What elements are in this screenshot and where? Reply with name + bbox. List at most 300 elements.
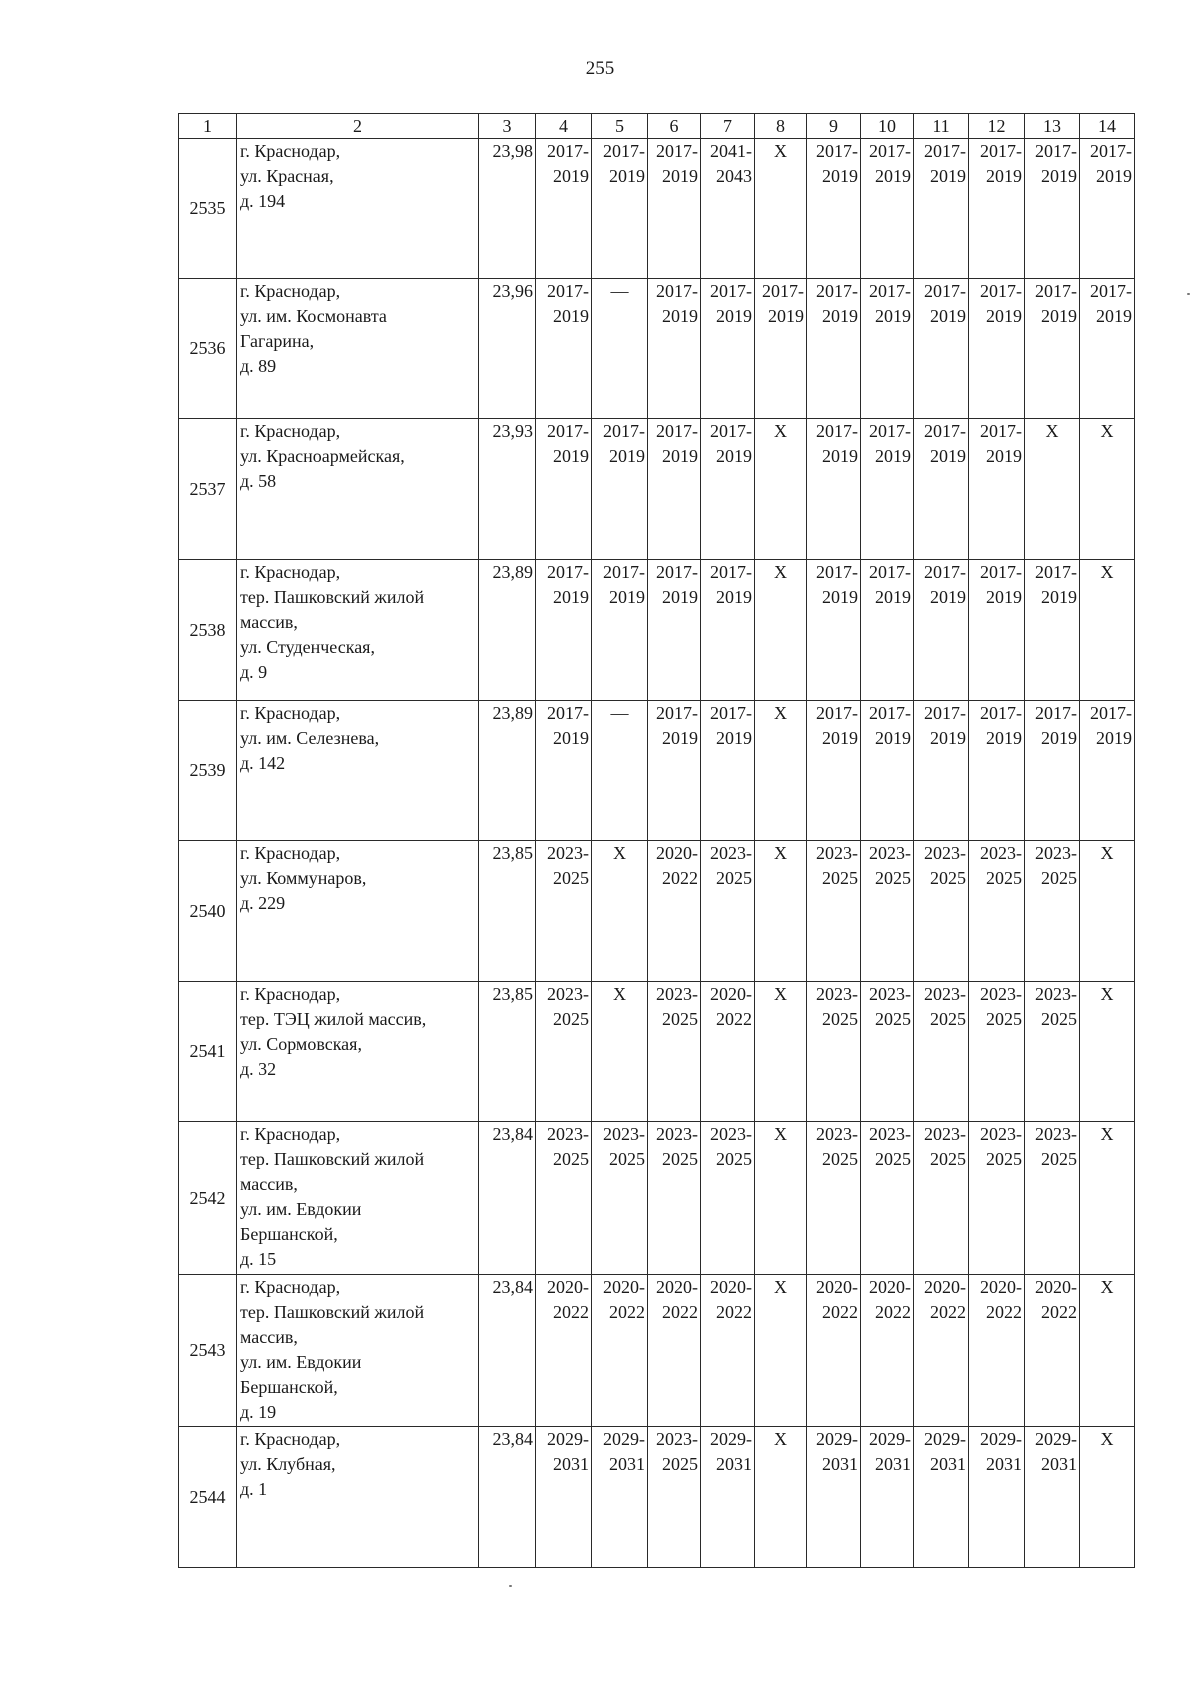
cell-text: 2017- 2019 <box>656 141 698 186</box>
row-number: 2539 <box>179 701 237 841</box>
column-header: 4 <box>536 114 592 139</box>
column-header: 11 <box>914 114 969 139</box>
cell-text: Х <box>774 421 787 441</box>
period-cell <box>1025 1275 1080 1427</box>
cell-text: — <box>610 703 629 723</box>
cell-text: 2017- 2019 <box>924 562 966 607</box>
address-line: тер. ТЭЦ жилой массив, <box>240 1009 427 1029</box>
mark-cell <box>1080 1427 1135 1568</box>
period-cell <box>592 1427 648 1568</box>
period-cell <box>1080 701 1135 841</box>
cell-text: 2023- 2025 <box>656 1429 698 1474</box>
cell-text: 2023- 2025 <box>816 984 858 1029</box>
period-cell <box>1025 1122 1080 1275</box>
period-cell <box>592 560 648 701</box>
period-cell <box>807 560 861 701</box>
address-line: массив, <box>240 1174 298 1194</box>
period-cell <box>1080 279 1135 419</box>
period-cell <box>1025 982 1080 1122</box>
mark-cell <box>755 1427 807 1568</box>
cell-text: Х <box>774 843 787 863</box>
value-cell: 23,89 <box>479 701 536 841</box>
cell-text: 2023- 2025 <box>980 984 1022 1029</box>
period-cell <box>861 279 914 419</box>
period-cell <box>536 419 592 560</box>
cell-text: 2041- 2043 <box>710 141 752 186</box>
cell-text: 2020- 2022 <box>710 1277 752 1322</box>
address-cell <box>237 982 479 1122</box>
period-cell <box>536 841 592 982</box>
address-line: д. 9 <box>240 662 268 682</box>
mark-cell <box>1080 982 1135 1122</box>
period-cell <box>807 841 861 982</box>
cell-text: 2017- 2019 <box>1035 562 1077 607</box>
cell-text: 2017- 2019 <box>980 141 1022 186</box>
cell-text: 2029- 2031 <box>869 1429 911 1474</box>
cell-text: 2020- 2022 <box>980 1277 1022 1322</box>
address-line: г. Краснодар, <box>240 1429 341 1449</box>
period-cell <box>861 419 914 560</box>
period-cell <box>1025 841 1080 982</box>
cell-text: 2017- 2019 <box>656 421 698 466</box>
address-line: ул. Красноармейская, <box>240 446 405 466</box>
value-cell: 23,98 <box>479 139 536 279</box>
table-row <box>179 701 1135 841</box>
cell-text: 2017- 2019 <box>816 421 858 466</box>
column-header: 1 <box>179 114 237 139</box>
cell-text: Х <box>774 984 787 1004</box>
address-line: ул. им. Евдокии <box>240 1199 362 1219</box>
period-cell <box>807 982 861 1122</box>
cell-text: 2023- 2025 <box>656 1124 698 1169</box>
mark-cell <box>1080 841 1135 982</box>
period-cell <box>536 139 592 279</box>
address-line: д. 194 <box>240 191 286 211</box>
period-cell <box>536 279 592 419</box>
cell-text: Х <box>774 1124 787 1144</box>
period-cell <box>914 841 969 982</box>
mark-cell <box>592 701 648 841</box>
cell-text: 2023- 2025 <box>869 1124 911 1169</box>
period-cell <box>861 841 914 982</box>
column-header: 8 <box>755 114 807 139</box>
table-row <box>179 1122 1135 1275</box>
cell-text: 2020- 2022 <box>603 1277 645 1322</box>
address-line: ул. Сормовская, <box>240 1034 362 1054</box>
period-cell <box>969 1275 1025 1427</box>
row-number: 2541 <box>179 982 237 1122</box>
table-row <box>179 279 1135 419</box>
period-cell <box>701 701 755 841</box>
row-number: 2543 <box>179 1275 237 1427</box>
cell-text: 2017- 2019 <box>1090 281 1132 326</box>
address-line: д. 142 <box>240 753 286 773</box>
address-cell <box>237 139 479 279</box>
cell-text: 2017- 2019 <box>980 562 1022 607</box>
address-line: г. Краснодар, <box>240 562 341 582</box>
cell-text: 2029- 2031 <box>547 1429 589 1474</box>
cell-text: 2023- 2025 <box>924 843 966 888</box>
cell-text: 2020- 2022 <box>656 1277 698 1322</box>
cell-text: 2017- 2019 <box>710 421 752 466</box>
period-cell <box>592 419 648 560</box>
cell-text: 2017- 2019 <box>924 281 966 326</box>
cell-text: Х <box>1100 1429 1114 1449</box>
period-cell <box>701 279 755 419</box>
table-row <box>179 982 1135 1122</box>
cell-text: 2023- 2025 <box>1035 843 1077 888</box>
column-header: 14 <box>1080 114 1135 139</box>
cell-text: 2017- 2019 <box>547 281 589 326</box>
mark-cell <box>755 841 807 982</box>
period-cell <box>914 1275 969 1427</box>
cell-text: 2023- 2025 <box>710 1124 752 1169</box>
cell-text: 2023- 2025 <box>924 1124 966 1169</box>
period-cell <box>969 982 1025 1122</box>
cell-text: 2017- 2019 <box>980 421 1022 466</box>
mark-cell <box>755 982 807 1122</box>
cell-text: 2017- 2019 <box>924 141 966 186</box>
cell-text: Х <box>774 1429 787 1449</box>
cell-text: 2017- 2019 <box>1035 141 1077 186</box>
address-line: ул. им. Евдокии <box>240 1352 362 1372</box>
cell-text: Х <box>774 1277 787 1297</box>
period-cell <box>648 1427 701 1568</box>
period-cell <box>648 560 701 701</box>
period-cell <box>807 1427 861 1568</box>
address-line: г. Краснодар, <box>240 984 341 1004</box>
address-line: г. Краснодар, <box>240 1277 341 1297</box>
period-cell <box>648 279 701 419</box>
period-cell <box>861 701 914 841</box>
row-number: 2535 <box>179 139 237 279</box>
mark-cell <box>1080 1275 1135 1427</box>
address-line: ул. Коммунаров, <box>240 868 367 888</box>
cell-text: 2023- 2025 <box>1035 984 1077 1029</box>
table-row <box>179 419 1135 560</box>
cell-text: 2017- 2019 <box>710 562 752 607</box>
cell-text: 2017- 2019 <box>547 562 589 607</box>
address-cell <box>237 1427 479 1568</box>
period-cell <box>969 1427 1025 1568</box>
value-cell: 23,93 <box>479 419 536 560</box>
table-row <box>179 139 1135 279</box>
cell-text: 2023- 2025 <box>980 843 1022 888</box>
cell-text: 2020- 2022 <box>656 843 698 888</box>
cell-text: 2017- 2019 <box>710 703 752 748</box>
cell-text: 2017- 2019 <box>869 562 911 607</box>
cell-text: 2017- 2019 <box>547 421 589 466</box>
column-header: 3 <box>479 114 536 139</box>
value-cell: 23,85 <box>479 982 536 1122</box>
scan-artifact <box>1187 293 1190 295</box>
period-cell <box>914 560 969 701</box>
period-cell <box>701 1427 755 1568</box>
address-line: массив, <box>240 612 298 632</box>
table-row <box>179 1427 1135 1568</box>
cell-text: Х <box>1045 421 1059 441</box>
period-cell <box>807 139 861 279</box>
cell-text: Х <box>1100 421 1114 441</box>
column-header: 10 <box>861 114 914 139</box>
address-line: г. Краснодар, <box>240 843 341 863</box>
cell-text: Х <box>774 562 787 582</box>
row-number: 2542 <box>179 1122 237 1275</box>
cell-text: 2017- 2019 <box>762 281 804 326</box>
period-cell <box>648 139 701 279</box>
address-line: массив, <box>240 1327 298 1347</box>
period-cell <box>592 1275 648 1427</box>
period-cell <box>807 279 861 419</box>
mark-cell <box>1080 419 1135 560</box>
address-line: ул. Студенческая, <box>240 637 375 657</box>
cell-text: 2023- 2025 <box>816 843 858 888</box>
cell-text: 2017- 2019 <box>869 281 911 326</box>
cell-text: Х <box>1100 1124 1114 1144</box>
column-header: 7 <box>701 114 755 139</box>
cell-text: 2017- 2019 <box>980 281 1022 326</box>
period-cell <box>1080 139 1135 279</box>
cell-text: 2020- 2022 <box>547 1277 589 1322</box>
period-cell <box>807 419 861 560</box>
cell-text: 2020- 2022 <box>710 984 752 1029</box>
cell-text: 2017- 2019 <box>869 421 911 466</box>
period-cell <box>701 982 755 1122</box>
period-cell <box>914 1427 969 1568</box>
address-line: Бершанской, <box>240 1224 338 1244</box>
period-cell <box>1025 701 1080 841</box>
address-line: г. Краснодар, <box>240 421 341 441</box>
cell-text: 2023- 2025 <box>869 843 911 888</box>
address-line: тер. Пашковский жилой <box>240 1302 425 1322</box>
cell-text: Х <box>1100 984 1114 1004</box>
period-cell <box>914 419 969 560</box>
value-cell: 23,89 <box>479 560 536 701</box>
address-line: д. 229 <box>240 893 286 913</box>
period-cell <box>648 841 701 982</box>
mark-cell <box>1080 560 1135 701</box>
address-line: д. 1 <box>240 1479 268 1499</box>
period-cell <box>861 139 914 279</box>
mark-cell <box>755 1122 807 1275</box>
period-cell <box>1025 1427 1080 1568</box>
cell-text: 2017- 2019 <box>1035 703 1077 748</box>
period-cell <box>861 560 914 701</box>
cell-text: 2020- 2022 <box>1035 1277 1077 1322</box>
cell-text: 2017- 2019 <box>980 703 1022 748</box>
period-cell <box>969 560 1025 701</box>
period-cell <box>701 139 755 279</box>
repair-schedule-table <box>178 113 1135 1568</box>
cell-text: Х <box>613 843 626 863</box>
mark-cell <box>755 419 807 560</box>
cell-text: 2020- 2022 <box>869 1277 911 1322</box>
cell-text: 2017- 2019 <box>816 703 858 748</box>
cell-text: 2023- 2025 <box>547 984 589 1029</box>
column-header: 5 <box>592 114 648 139</box>
cell-text: 2017- 2019 <box>603 141 645 186</box>
address-line: ул. Красная, <box>240 166 334 186</box>
period-cell <box>536 1275 592 1427</box>
address-cell <box>237 419 479 560</box>
period-cell <box>861 1427 914 1568</box>
address-line: д. 15 <box>240 1249 277 1269</box>
period-cell <box>648 1275 701 1427</box>
cell-text: Х <box>774 703 787 723</box>
cell-text: 2017- 2019 <box>869 141 911 186</box>
cell-text: 2023- 2025 <box>547 843 589 888</box>
period-cell <box>701 841 755 982</box>
cell-text: 2017- 2019 <box>710 281 752 326</box>
row-number: 2540 <box>179 841 237 982</box>
cell-text: 2017- 2019 <box>547 141 589 186</box>
cell-text: 2017- 2019 <box>656 281 698 326</box>
cell-text: 2023- 2025 <box>869 984 911 1029</box>
period-cell <box>861 982 914 1122</box>
period-cell <box>592 139 648 279</box>
address-line: д. 32 <box>240 1059 277 1079</box>
period-cell <box>969 139 1025 279</box>
cell-text: Х <box>1100 1277 1114 1297</box>
address-cell <box>237 841 479 982</box>
cell-text: 2023- 2025 <box>980 1124 1022 1169</box>
cell-text: 2017- 2019 <box>924 703 966 748</box>
column-header: 6 <box>648 114 701 139</box>
period-cell <box>536 1427 592 1568</box>
cell-text: 2029- 2031 <box>710 1429 752 1474</box>
cell-text: 2017- 2019 <box>547 703 589 748</box>
address-line: г. Краснодар, <box>240 1124 341 1144</box>
period-cell <box>648 982 701 1122</box>
cell-text: 2023- 2025 <box>603 1124 645 1169</box>
cell-text: Х <box>774 141 787 161</box>
column-header: 12 <box>969 114 1025 139</box>
period-cell <box>701 560 755 701</box>
cell-text: 2017- 2019 <box>1090 703 1132 748</box>
address-line: ул. им. Космонавта <box>240 306 387 326</box>
address-line: г. Краснодар, <box>240 141 341 161</box>
period-cell <box>1025 139 1080 279</box>
value-cell: 23,84 <box>479 1122 536 1275</box>
cell-text: 2029- 2031 <box>924 1429 966 1474</box>
column-header: 2 <box>237 114 479 139</box>
period-cell <box>914 279 969 419</box>
period-cell <box>914 1122 969 1275</box>
cell-text: 2017- 2019 <box>1035 281 1077 326</box>
period-cell <box>861 1275 914 1427</box>
cell-text: — <box>610 281 629 301</box>
mark-cell <box>1080 1122 1135 1275</box>
cell-text: 2023- 2025 <box>924 984 966 1029</box>
mark-cell <box>1025 419 1080 560</box>
column-header: 13 <box>1025 114 1080 139</box>
period-cell <box>969 279 1025 419</box>
period-cell <box>701 1122 755 1275</box>
period-cell <box>701 1275 755 1427</box>
period-cell <box>755 279 807 419</box>
address-line: д. 58 <box>240 471 277 491</box>
mark-cell <box>592 841 648 982</box>
period-cell <box>648 419 701 560</box>
cell-text: 2023- 2025 <box>547 1124 589 1169</box>
period-cell <box>536 1122 592 1275</box>
cell-text: 2023- 2025 <box>710 843 752 888</box>
cell-text: 2029- 2031 <box>816 1429 858 1474</box>
cell-text: 2017- 2019 <box>816 141 858 186</box>
value-cell: 23,85 <box>479 841 536 982</box>
column-number-row <box>179 114 1135 139</box>
table-row <box>179 560 1135 701</box>
period-cell <box>536 560 592 701</box>
scan-artifact <box>509 1585 512 1587</box>
period-cell <box>1025 279 1080 419</box>
value-cell: 23,96 <box>479 279 536 419</box>
address-line: ул. им. Селезнева, <box>240 728 380 748</box>
cell-text: 2017- 2019 <box>603 562 645 607</box>
period-cell <box>914 139 969 279</box>
cell-text: 2017- 2019 <box>869 703 911 748</box>
cell-text: 2017- 2019 <box>816 562 858 607</box>
cell-text: 2023- 2025 <box>656 984 698 1029</box>
address-line: тер. Пашковский жилой <box>240 587 425 607</box>
period-cell <box>969 841 1025 982</box>
row-number: 2537 <box>179 419 237 560</box>
address-line: Гагарина, <box>240 331 315 351</box>
cell-text: 2017- 2019 <box>816 281 858 326</box>
cell-text: 2029- 2031 <box>1035 1429 1077 1474</box>
mark-cell <box>592 982 648 1122</box>
period-cell <box>969 419 1025 560</box>
period-cell <box>536 982 592 1122</box>
mark-cell <box>592 279 648 419</box>
mark-cell <box>755 701 807 841</box>
period-cell <box>648 1122 701 1275</box>
address-line: тер. Пашковский жилой <box>240 1149 425 1169</box>
address-line: г. Краснодар, <box>240 281 341 301</box>
cell-text: 2017- 2019 <box>603 421 645 466</box>
period-cell <box>536 701 592 841</box>
address-line: д. 19 <box>240 1402 277 1422</box>
period-cell <box>914 982 969 1122</box>
cell-text: 2017- 2019 <box>656 703 698 748</box>
row-number: 2536 <box>179 279 237 419</box>
period-cell <box>807 1275 861 1427</box>
table-body <box>179 139 1135 1568</box>
column-header: 9 <box>807 114 861 139</box>
period-cell <box>648 701 701 841</box>
row-number: 2544 <box>179 1427 237 1568</box>
cell-text: 2020- 2022 <box>816 1277 858 1322</box>
table-row <box>179 841 1135 982</box>
period-cell <box>969 1122 1025 1275</box>
period-cell <box>807 1122 861 1275</box>
address-cell <box>237 279 479 419</box>
table-row <box>179 1275 1135 1427</box>
cell-text: 2017- 2019 <box>1090 141 1132 186</box>
cell-text: Х <box>613 984 626 1004</box>
cell-text: 2023- 2025 <box>816 1124 858 1169</box>
cell-text: Х <box>1100 562 1114 582</box>
row-number: 2538 <box>179 560 237 701</box>
period-cell <box>861 1122 914 1275</box>
address-cell <box>237 1275 479 1427</box>
mark-cell <box>755 1275 807 1427</box>
address-cell <box>237 701 479 841</box>
cell-text: 2029- 2031 <box>603 1429 645 1474</box>
cell-text: 2029- 2031 <box>980 1429 1022 1474</box>
period-cell <box>807 701 861 841</box>
address-line: д. 89 <box>240 356 277 376</box>
